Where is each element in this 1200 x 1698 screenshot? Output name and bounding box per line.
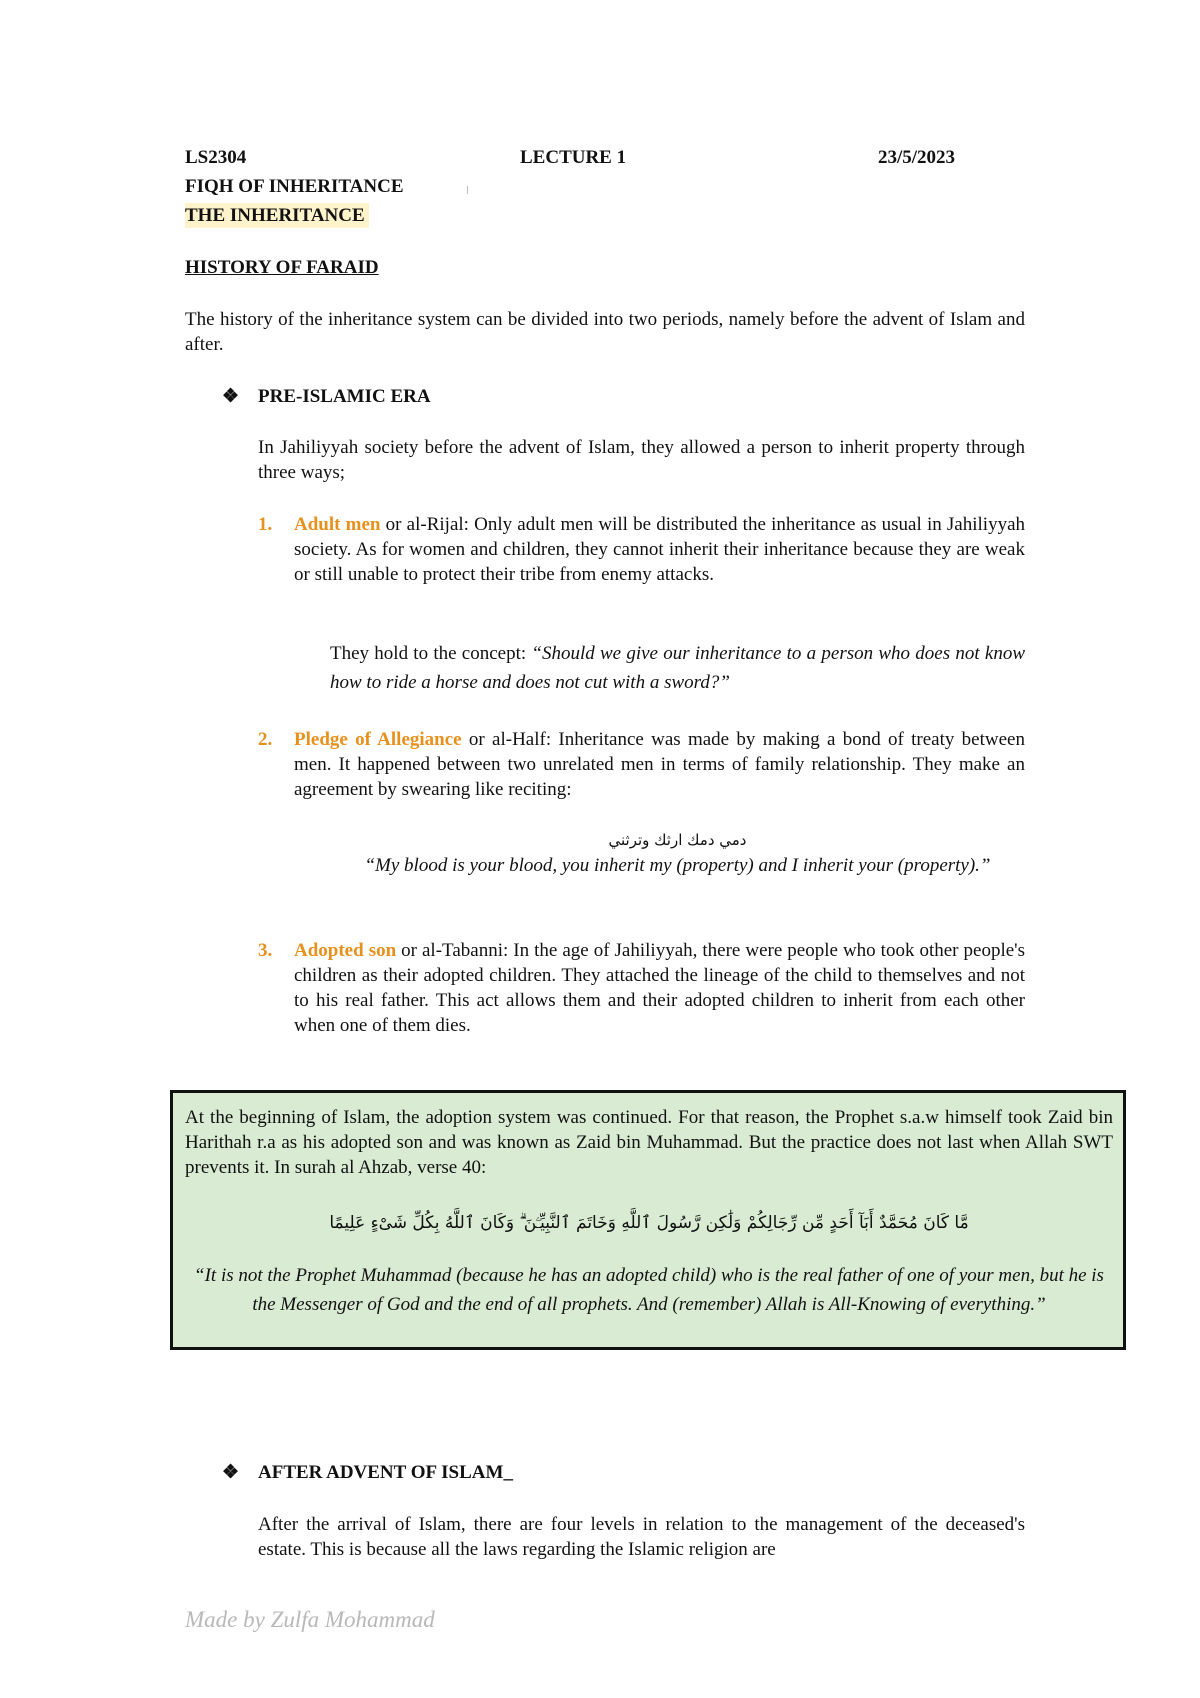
list-number: 2. xyxy=(258,729,273,750)
list-item-adult-men xyxy=(258,512,1026,587)
list-number: 3. xyxy=(258,940,273,961)
arabic-oath: دمي دمك ارثك وترثني xyxy=(608,831,747,849)
footer-watermark: Made by Zulfa Mohammad xyxy=(185,1607,435,1632)
course-title: FIQH OF INHERITANCE xyxy=(185,176,404,197)
bullet-after-islam: ❖ AFTER ADVENT OF ISLAM_ xyxy=(222,1462,513,1483)
list-text: or al-Rijal: Only adult men will be distributed the inheritance as usual in Jahiliyyah society. As for women and children, they cannot inherit their inheritance because they are weak or still unable to protect their tribe from enemy attacks. xyxy=(294,514,1026,585)
callout-text: At the beginning of Islam, the adoption system was continued. For that reason, the Prophet s.a.w himself took Zaid bin Harithah r.a as his adopted son and was known as Zaid bin Muhammad. But the practice does not last when Allah SWT prevents it. In surah al Ahzab, verse 40: xyxy=(185,1107,1113,1178)
diamond-bullet-icon: ❖ xyxy=(222,386,240,407)
bullet-label: AFTER ADVENT OF ISLAM xyxy=(258,1462,504,1483)
concept-quote: “Should we give our inheritance to a person who does not know how to ride a horse and does not cut with a sword?” xyxy=(330,643,1026,693)
list-text: or al-Tabanni: In the age of Jahiliyyah, there were people who took other people's children as their adopted children. They attached the lineage of the child to themselves and not to his real father. This act allows them and their adopted children to inherit from each other when one of them dies. xyxy=(294,940,1025,1036)
bullet-label: PRE-ISLAMIC ERA xyxy=(258,386,431,407)
course-code: LS2304 xyxy=(185,147,247,168)
text-cursor-mark xyxy=(467,186,468,194)
bullet-pre-islamic xyxy=(222,384,431,409)
oath-translation: “My blood is your blood, you inherit my (property) and I inherit your (property).” xyxy=(364,855,991,876)
quran-verse-translation: “It is not the Prophet Muhammad (because he has an adopted child) who is the real father of one of your men, but he is the Messenger of God and the end of all prophets. And (remember) Allah is All-Knowing of everything.” xyxy=(194,1265,1104,1315)
list-number: 1. xyxy=(258,514,273,535)
callout-box xyxy=(170,1090,1126,1350)
section-title: HISTORY OF FARAID xyxy=(185,257,379,278)
after-islam-paragraph: After the arrival of Islam, there are four levels in relation to the management of the deceased's estate. This is because all the laws regarding the Islamic religion are xyxy=(258,1514,1025,1560)
list-term: Adult men xyxy=(294,514,381,535)
list-term: Pledge of Allegiance xyxy=(294,729,462,750)
concept-lead: They hold to the concept: xyxy=(330,643,532,664)
list-item-adopted-son xyxy=(258,938,1025,1038)
intro-paragraph: The history of the inheritance system can be divided into two periods, namely before the advent of Islam and after. xyxy=(185,309,1025,355)
list-item-pledge xyxy=(258,727,1025,802)
list-term: Adopted son xyxy=(294,940,397,961)
topic-title: THE INHERITANCE xyxy=(185,203,369,228)
lecture-date: 23/5/2023 xyxy=(877,147,955,168)
concept-paragraph xyxy=(330,639,1025,697)
pre-islamic-intro: In Jahiliyyah society before the advent of Islam, they allowed a person to inherit property through three ways; xyxy=(258,437,1025,483)
list-text: or al-Half: Inheritance was made by making a bond of treaty between men. It happened between two unrelated men in terms of family relationship. They make an agreement by swearing like reciting: xyxy=(294,729,1025,800)
quran-verse-arabic: مَّا كَانَ مُحَمَّدٌ أَبَآ أَحَدٍ مِّن رِّجَالِكُمْ وَلَٰكِن رَّسُولَ ٱللَّهِ وَخَاتَمَ ٱلنَّبِيِّـۧنَ ۗ وَكَانَ ٱللَّهُ بِكُلِّ شَىْءٍ عَلِيمًا xyxy=(329,1213,969,1233)
lecture-number: LECTURE 1 xyxy=(520,147,627,168)
diamond-bullet-icon: ❖ xyxy=(222,1462,240,1483)
